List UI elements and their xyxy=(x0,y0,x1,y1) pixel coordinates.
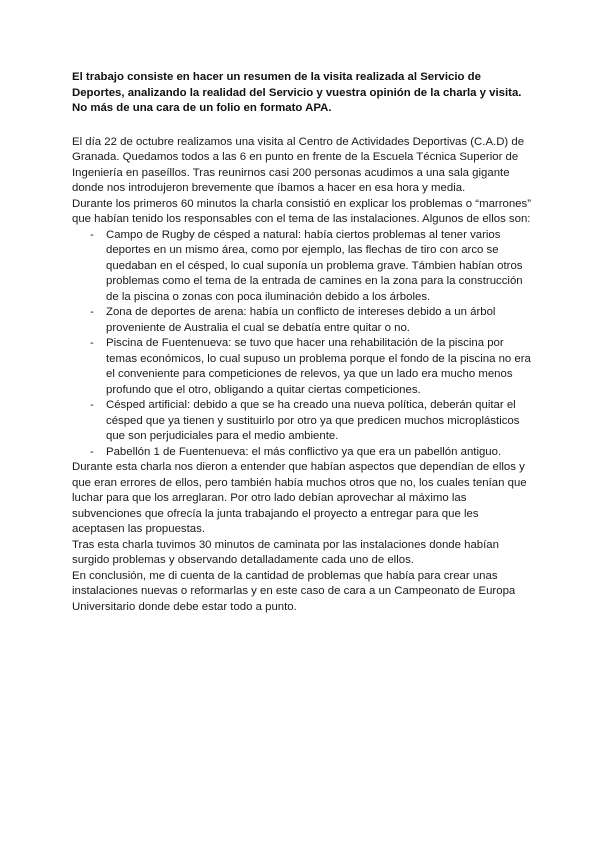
paragraph-caminata: Tras esta charla tuvimos 30 minutos de caminata por las instalaciones donde habían surgido problemas y observando detalladamente cada uno de ellos. xyxy=(72,538,499,566)
list-item xyxy=(72,445,532,461)
list-item-text: Zona de deportes de arena: había un conflicto de intereses debido a un árbol proveniente de Australia el cual se debatía entre quitar o no. xyxy=(106,306,496,334)
paragraph-problems-intro: Durante los primeros 60 minutos la charla consistió en explicar los problemas o “marrones” que habían tenido los responsables con el tema de las instalaciones. Algunos de ellos son: xyxy=(72,197,531,225)
bullet-dash: - xyxy=(90,228,94,241)
document-page xyxy=(72,70,532,615)
paragraph-charla: Durante esta charla nos dieron a entender que habían aspectos que dependían de ellos y que eran errores de ellos, pero también había muchos otros que no, los cuales tenían que luchar para que los arreglaran. Por otro lado debían aprovechar al máximo las subvenciones que ofrecía la junta trabajando el proyecto a entregar para que les aceptasen las propuestas. xyxy=(72,461,527,535)
paragraph-conclusion: En conclusión, me di cuenta de la cantidad de problemas que había para crear unas instalaciones nuevas o reformarlas y en este caso de cara a un Campeonato de Europa Universitario donde debe estar todo a punto. xyxy=(72,569,516,613)
bullet-dash: - xyxy=(90,337,94,349)
list-item xyxy=(72,305,532,336)
paragraph-intro: El día 22 de octubre realizamos una visita al Centro de Actividades Deportivas (C.A.D) de Granada. Quedamos todos a las 6 en punto en frente de la Escuela Técnica Superior de Ingeniería en paseíllos. Tras reunirnos casi 200 personas acudimos a una sala gigante donde nos introdujeron brevemente que íbamos a hacer en esa hora y media. xyxy=(72,135,525,194)
list-item-text: Campo de Rugby de césped a natural: había ciertos problemas al tener varios deportes en un mismo área, como por ejemplo, las flechas de tiro con arco se quedaban en el césped, lo cual suponía un problema grave. Támbien habían otros problemas como el tema de la entrada de camines en la zona para la construcción de la piscina o zonas con poca iluminación debido a los árboles. xyxy=(106,228,523,303)
list-item xyxy=(72,336,532,398)
list-item-text: Piscina de Fuentenueva: se tuvo que hacer una rehabilitación de la piscina por temas económicos, lo cual supuso un problema porque el fondo de la piscina no era el conveniente para competiciones de relevos, ya que un lado era mucho menos profundo que el otro, obligando a quitar ciertas competiciones. xyxy=(106,337,531,396)
list-item-text: Pabellón 1 de Fuentenueva: el más conflictivo ya que era un pabellón antiguo. xyxy=(106,445,502,458)
list-item-text: Césped artificial: debido a que se ha creado una nueva política, deberán quitar el césped que ya tienen y sustituirlo por otro ya que predicen muchos microplásticos que son perjudiciales para el medio ambiente. xyxy=(106,399,520,442)
problems-list xyxy=(72,228,532,461)
bullet-dash: - xyxy=(90,399,94,411)
list-item xyxy=(72,228,532,306)
bullet-dash: - xyxy=(90,306,94,318)
list-item xyxy=(72,398,532,445)
bullet-dash: - xyxy=(90,445,94,458)
assignment-heading: El trabajo consiste en hacer un resumen de la visita realizada al Servicio de Deportes, analizando la realidad del Servicio y vuestra opinión de la charla y visita. No más de una cara de un folio en formato APA. xyxy=(72,71,522,114)
